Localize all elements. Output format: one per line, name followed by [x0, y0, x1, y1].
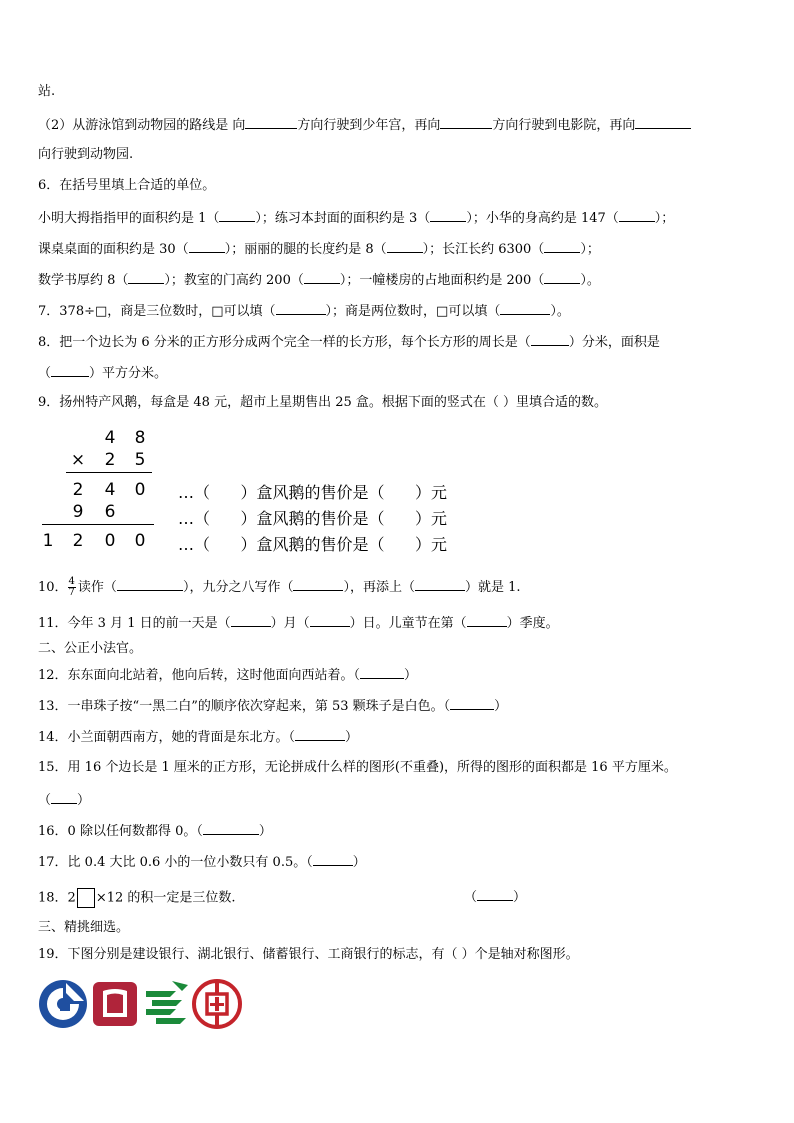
- answer-blank[interactable]: [477, 888, 513, 901]
- rule-line: [66, 472, 152, 473]
- answer-blank[interactable]: [467, 614, 507, 627]
- vertical-multiplication: [38, 428, 168, 553]
- icbc-logo-icon: [192, 979, 242, 1029]
- digit: 9: [72, 502, 84, 522]
- question-16: 16．0 除以任何数都得 0。（ ）: [38, 824, 272, 839]
- digit: 2: [104, 450, 116, 470]
- answer-blank[interactable]: [117, 578, 183, 591]
- digit: 0: [104, 531, 116, 551]
- answer-blank[interactable]: [430, 209, 466, 222]
- question-18: 18．2 ×12 的积一定是三位数.: [38, 888, 236, 908]
- question-19: 19．下图分别是建设银行、湖北银行、储蓄银行、工商银行的标志，有（ ）个是轴对称图形。: [38, 947, 579, 962]
- answer-blank[interactable]: [51, 791, 77, 804]
- answer-blank[interactable]: [619, 209, 655, 222]
- answer-blank[interactable]: [635, 116, 691, 129]
- question-6-title: 6．在括号里填上合适的单位。: [38, 178, 216, 193]
- digit: 0: [134, 480, 146, 500]
- answer-blank[interactable]: [219, 209, 255, 222]
- digit: 2: [72, 480, 84, 500]
- digit: 4: [104, 480, 116, 500]
- answer-blank[interactable]: [531, 333, 569, 346]
- digit-box[interactable]: [77, 888, 95, 908]
- question-8-cont: （ ）平方分米。: [38, 366, 168, 381]
- hubei-bank-logo-icon: [92, 981, 138, 1027]
- digit: 1: [42, 531, 54, 551]
- answer-blank[interactable]: [231, 614, 271, 627]
- postal-savings-logo-icon: [142, 979, 190, 1027]
- answer-blank[interactable]: [203, 822, 259, 835]
- answer-blank[interactable]: [544, 271, 580, 284]
- question-8: 8．把一个边长为 6 分米的正方形分成两个完全一样的长方形，每个长方形的周长是（ ）分米，面积是: [38, 335, 660, 350]
- answer-blank[interactable]: [295, 728, 345, 741]
- question-12: 12．东东面向北站着，他向后转，这时他面向西站着。（ ）: [38, 668, 418, 683]
- question-13: 13．一串珠子按“一黑二白”的顺序依次穿起来，第 53 颗珠子是白色。（ ）: [38, 699, 508, 714]
- question-14: 14．小兰面朝西南方，她的背面是东北方。（ ）: [38, 730, 359, 745]
- answer-blank[interactable]: [128, 271, 164, 284]
- answer-blank[interactable]: [387, 240, 423, 253]
- question-17: 17．比 0.4 大比 0.6 小的一位小数只有 0.5。（ ）: [38, 855, 366, 870]
- question-7: 7．378÷□，商是三位数时，□可以填（ ）；商是两位数时，□可以填（ ）。: [38, 304, 570, 319]
- vm-note-2: …（ ）盒风鹅的售价是（ ）元: [178, 509, 448, 528]
- answer-blank[interactable]: [245, 116, 297, 129]
- section-2-title: 二、公正小法官。: [38, 641, 143, 656]
- question-18-answer: （ ）: [464, 890, 527, 905]
- question-6-row-1: 小明大拇指指甲的面积约是 1（ ）；练习本封面的面积约是 3（ ）；小华的身高约是 147（ ）；: [38, 211, 675, 226]
- question-10: 10． $\frac{4}{7}$ 读作（ ），九分之八写作（ ），再添上（ ）就是 1.: [38, 576, 521, 598]
- answer-blank[interactable]: [500, 302, 550, 315]
- answer-blank[interactable]: [276, 302, 326, 315]
- answer-blank[interactable]: [304, 271, 340, 284]
- answer-blank[interactable]: [450, 697, 494, 710]
- vm-note-1: …（ ）盒风鹅的售价是（ ）元: [178, 483, 448, 502]
- answer-blank[interactable]: [51, 364, 89, 377]
- section-3-title: 三、精挑细选。: [38, 920, 130, 935]
- question-6-row-2: 课桌桌面的面积约是 30（ ）；丽丽的腿的长度约是 8（ ）；长江长约 6300（ ）；: [38, 242, 600, 257]
- digit: 8: [134, 428, 146, 448]
- fraction: $\frac{4}{7}$: [68, 576, 75, 598]
- answer-blank[interactable]: [293, 578, 343, 591]
- digit: 6: [104, 502, 116, 522]
- answer-blank[interactable]: [415, 578, 465, 591]
- ccb-logo-icon: [38, 979, 88, 1029]
- vm-note-3: …（ ）盒风鹅的售价是（ ）元: [178, 535, 448, 554]
- question-5-part-2: （2）从游泳馆到动物园的路线是 向 方向行驶到少年宫，再向 方向行驶到电影院，再向: [38, 116, 691, 134]
- question-5-part-2-cont: 向行驶到动物园.: [38, 147, 134, 162]
- digit: 0: [134, 531, 146, 551]
- multiply-sign: ×: [70, 450, 86, 470]
- rule-line: [42, 524, 154, 525]
- answer-blank[interactable]: [310, 614, 350, 627]
- question-15: 15．用 16 个边长是 1 厘米的正方形，无论拼成什么样的图形(不重叠)，所得的图形的面积都是 16 平方厘米。: [38, 760, 677, 775]
- answer-blank[interactable]: [544, 240, 580, 253]
- answer-blank[interactable]: [313, 853, 353, 866]
- digit: 5: [134, 450, 146, 470]
- question-9: 9．扬州特产风鹅，每盒是 48 元，超市上星期售出 25 盒。根据下面的竖式在（ ）里填合适的数。: [38, 395, 608, 410]
- answer-blank[interactable]: [189, 240, 225, 253]
- answer-blank[interactable]: [440, 116, 492, 129]
- line-station: 站.: [38, 84, 56, 99]
- answer-blank[interactable]: [360, 666, 404, 679]
- digit: 4: [104, 428, 116, 448]
- digit: 2: [72, 531, 84, 551]
- question-11: 11．今年 3 月 1 日的前一天是（ ）月（ ）日。儿童节在第（ ）季度。: [38, 616, 559, 631]
- question-6-row-3: 数学书厚约 8（ ）；教室的门高约 200（ ）；一幢楼房的占地面积约是 200（ ）。: [38, 273, 600, 288]
- question-15-cont: （ ）: [38, 793, 91, 808]
